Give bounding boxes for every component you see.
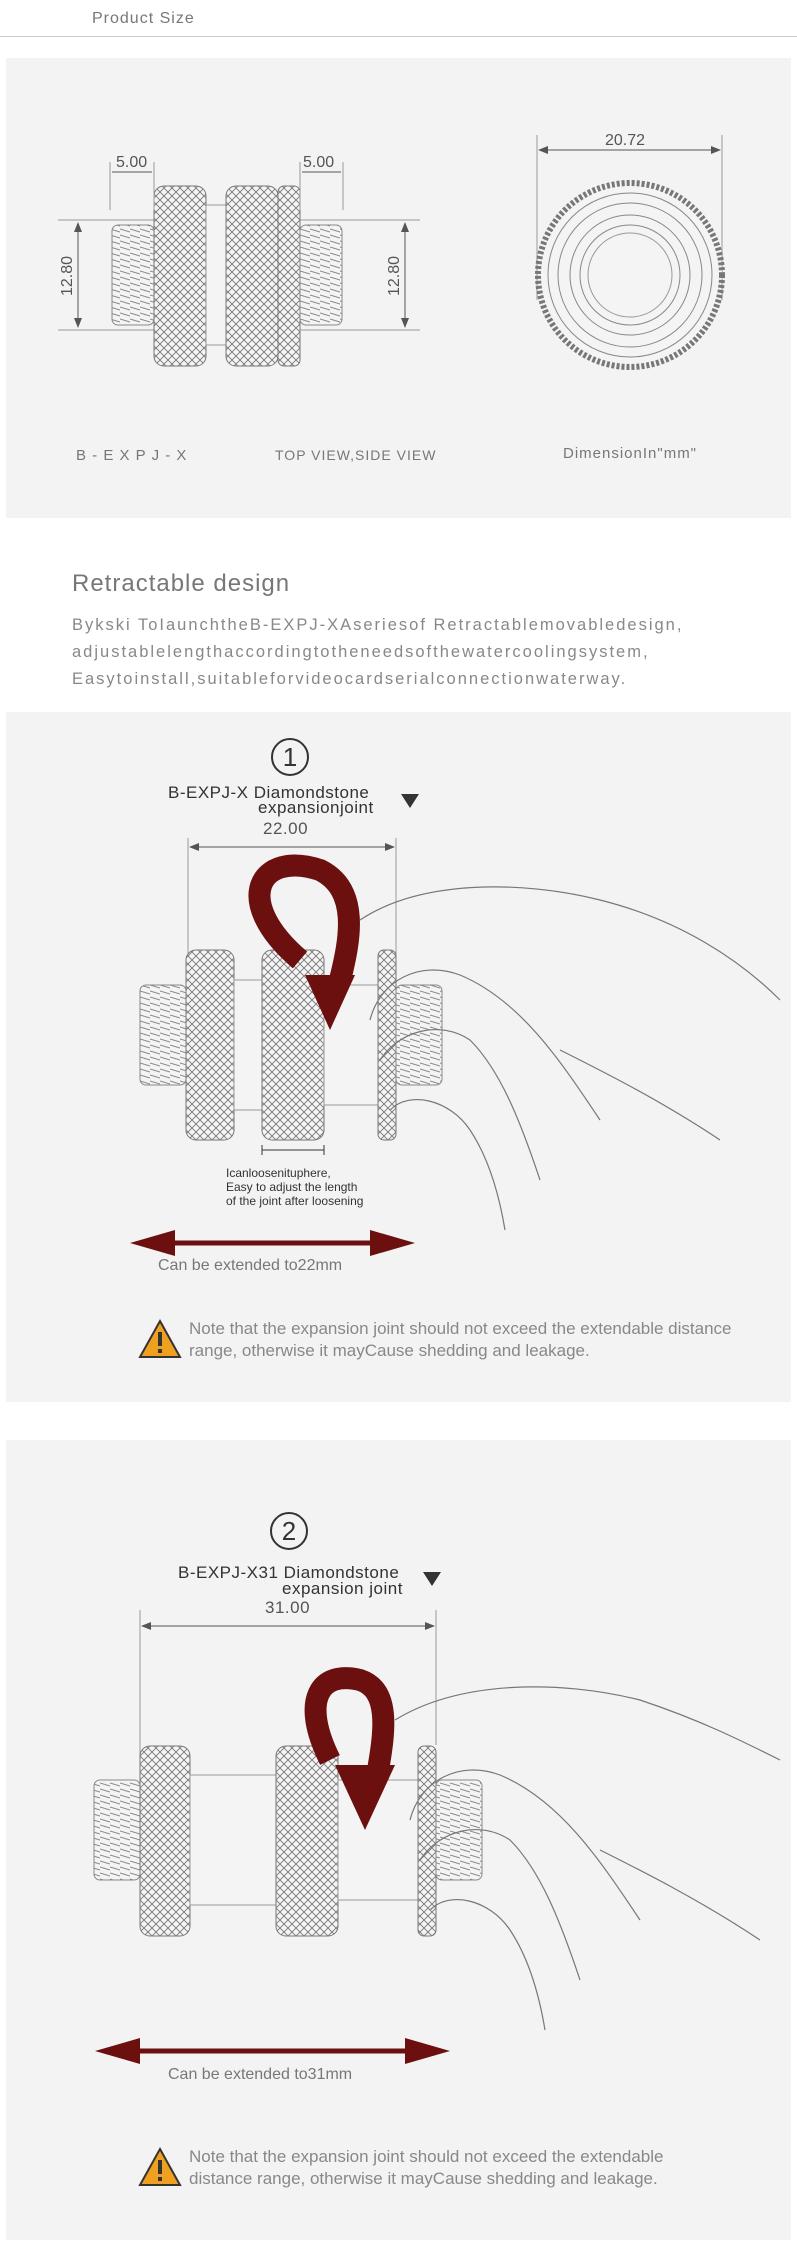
unit-label: DimensionIn"mm" bbox=[563, 445, 698, 462]
step-1-number: 1 bbox=[271, 738, 309, 776]
extend-caption-2: Can be extended to31mm bbox=[168, 2066, 353, 2083]
retractable-title: Retractable design bbox=[72, 570, 291, 597]
step-2-number: 2 bbox=[270, 1512, 308, 1550]
hint-line-2: Easy to adjust the length bbox=[226, 1180, 358, 1194]
dim-top-left: 5.00 bbox=[116, 154, 148, 171]
retractable-line-2: adjustablelengthaccordingtotheneedsofthewatercoolingsystem, bbox=[72, 643, 650, 661]
model-label: B - E X P J - X bbox=[76, 447, 188, 464]
dim-diameter: 20.72 bbox=[605, 132, 646, 149]
retractable-line-1: Bykski ToIaunchtheB-EXPJ-XAseriesof Retractablemovabledesign, bbox=[72, 616, 684, 634]
hint-line-3: of the joint after loosening bbox=[226, 1194, 364, 1208]
product-name-1-line2: expansionjoint bbox=[258, 798, 374, 817]
extend-caption-1: Can be extended to22mm bbox=[158, 1257, 343, 1274]
note-1: Note that the expansion joint should not exceed the extendable distance range, otherwise it mayCause shedding and leakage. bbox=[189, 1319, 732, 1360]
warning-icon bbox=[138, 2147, 182, 2187]
view-label: TOP VIEW,SIDE VIEW bbox=[275, 447, 437, 463]
product-name-1: B-EXPJ-X Diamondstone bbox=[168, 783, 370, 802]
note-2: Note that the expansion joint should not exceed the extendable distance range, otherwise it mayCause shedding and leakage. bbox=[189, 2147, 664, 2188]
section-title: Product Size bbox=[92, 10, 195, 27]
product-name-2-line2: expansion joint bbox=[282, 1579, 403, 1598]
hint-line-1: Icanloosenituphere, bbox=[226, 1166, 331, 1180]
dim-height-left: 12.80 bbox=[59, 255, 76, 296]
dim-height-right: 12.80 bbox=[386, 255, 403, 296]
dimension-2: 31.00 bbox=[265, 1598, 311, 1617]
product-name-2: B-EXPJ-X31 Diamondstone bbox=[178, 1563, 400, 1582]
dim-top-right: 5.00 bbox=[303, 154, 335, 171]
dimension-1: 22.00 bbox=[263, 819, 309, 838]
retractable-line-3: Easytoinstall,suitableforvideocardserialconnectionwaterway. bbox=[72, 670, 628, 688]
